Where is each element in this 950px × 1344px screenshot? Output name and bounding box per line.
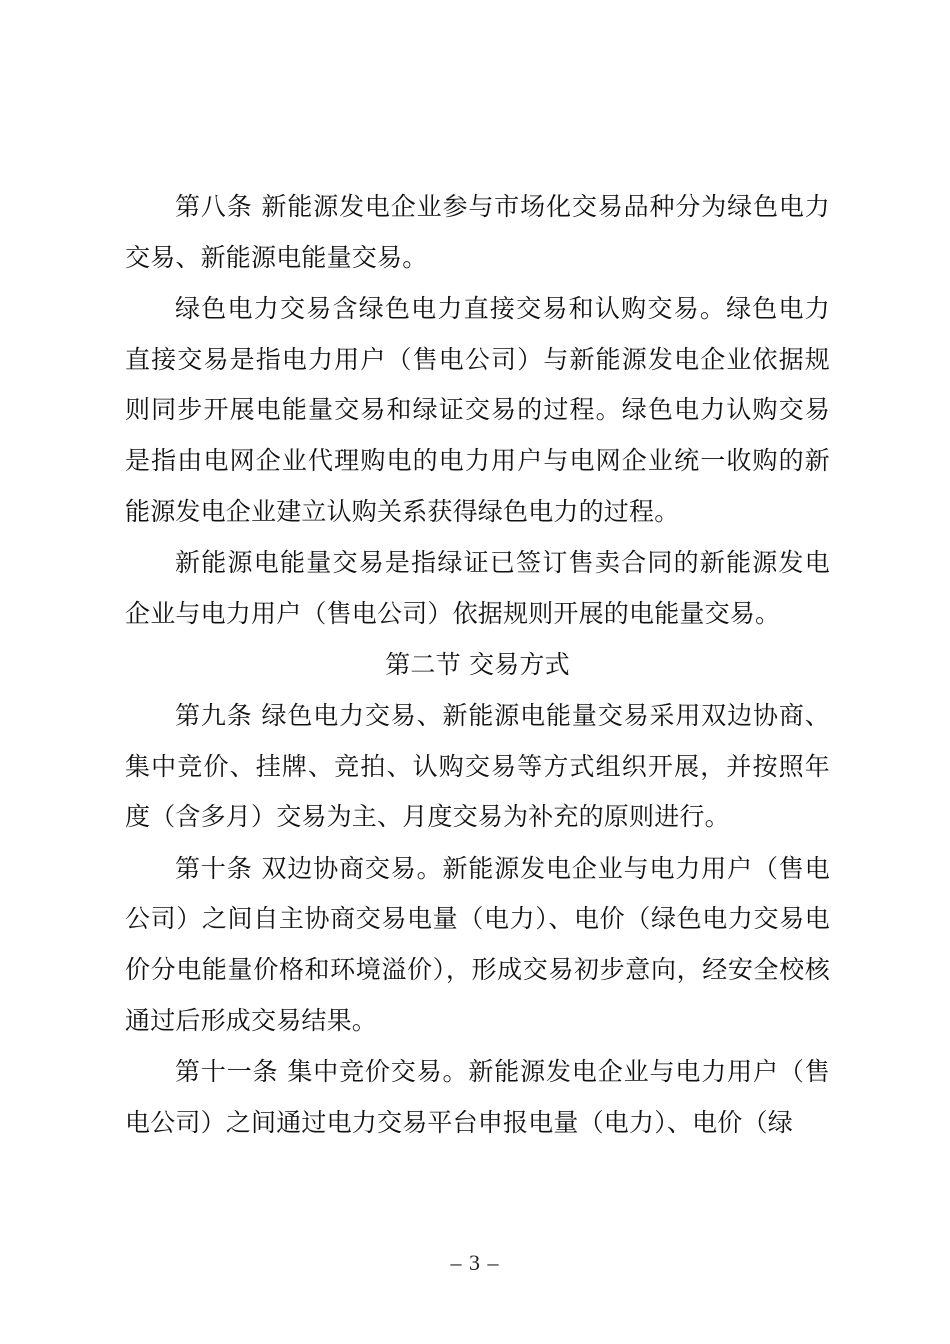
document-body — [125, 182, 830, 1149]
section-heading: 第二节 交易方式 — [385, 650, 570, 680]
article-8-paragraph: 第八条 新能源发电企业参与市场化交易品种分为绿色电力交易、新能源电能量交易。 — [125, 192, 830, 272]
page-number: – 3 – — [450, 1250, 500, 1275]
green-power-trading-paragraph: 绿色电力交易含绿色电力直接交易和认购交易。绿色电力直接交易是指电力用户（售电公司）与新能源发电企业依据规则同步开展电能量交易和绿证交易的过程。绿色电力认购交易是指由电网企业代理购电的电力用户与电网企业统一收购的新能源发电企业建立认购关系获得绿色电力的过程。 — [125, 294, 830, 526]
article-9-paragraph: 第九条 绿色电力交易、新能源电能量交易采用双边协商、集中竞价、挂牌、竞拍、认购交易等方式组织开展，并按照年度（含多月）交易为主、月度交易为补充的原则进行。 — [125, 700, 830, 832]
new-energy-trading-paragraph: 新能源电能量交易是指绿证已签订售卖合同的新能源发电企业与电力用户（售电公司）依据规则开展的电能量交易。 — [125, 548, 830, 628]
article-10-paragraph: 第十条 双边协商交易。新能源发电企业与电力用户（售电公司）之间自主协商交易电量（电力）、电价（绿色电力交易电价分电能量价格和环境溢价），形成交易初步意向，经安全校核通过后形成交易结果。 — [125, 853, 830, 1035]
article-11-paragraph: 第十一条 集中竞价交易。新能源发电企业与电力用户（售电公司）之间通过电力交易平台申报电量（电力）、电价（绿 — [125, 1057, 830, 1137]
